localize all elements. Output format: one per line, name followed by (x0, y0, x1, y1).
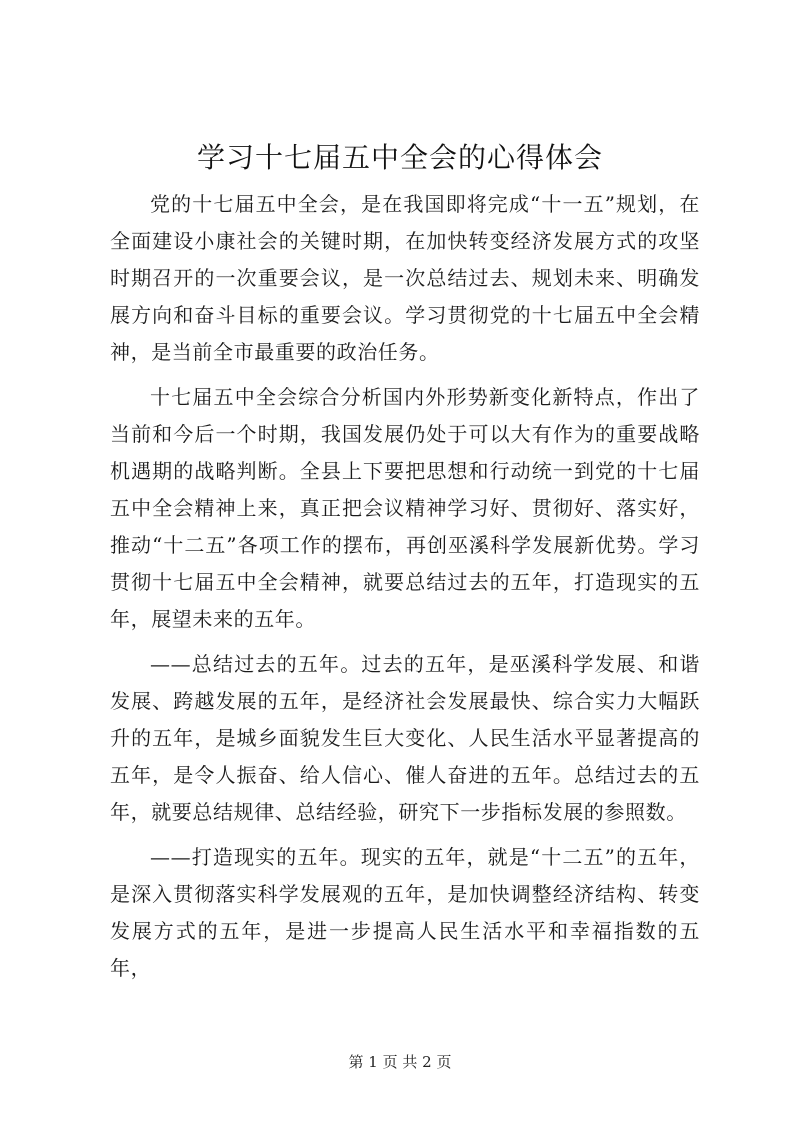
document-body (110, 186, 700, 987)
paragraph-3: ——总结过去的五年。过去的五年，是巫溪科学发展、和谐发展、跨越发展的五年，是经济社会发展最快、综合实力大幅跃升的五年，是城乡面貌发生巨大变化、人民生活水平显著提高的五年，是令人振奋、给人信心、催人奋进的五年。总结过去的五年，就要总结规律、总结经验，研究下一步指标发展的参照数。 (110, 652, 700, 824)
paragraph-2: 十七届五中全会综合分析国内外形势新变化新特点，作出了当前和今后一个时期，我国发展仍处于可以大有作为的重要战略机遇期的战略判断。全县上下要把思想和行动统一到党的十七届五中全会精神上来，真正把会议精神学习好、贯彻好、落实好，推动“十二五”各项工作的摆布，再创巫溪科学发展新优势。学习贯彻十七届五中全会精神，就要总结过去的五年，打造现实的五年，展望未来的五年。 (110, 385, 700, 631)
paragraph-1: 党的十七届五中全会，是在我国即将完成“十一五”规划，在全面建设小康社会的关键时期，在加快转变经济发展方式的攻坚时期召开的一次重要会议，是一次总结过去、规划未来、明确发展方向和奋斗目标的重要会议。学习贯彻党的十七届五中全会精神，是当前全市最重要的政治任务。 (110, 192, 700, 364)
document-title: 学习十七届五中全会的心得体会 (196, 141, 603, 174)
paragraph-4: ——打造现实的五年。现实的五年，就是“十二五”的五年，是深入贯彻落实科学发展观的五年，是加快调整经济结构、转变发展方式的五年，是进一步提高人民生活水平和幸福指数的五年， (110, 845, 700, 980)
page-number-footer: 第 1 页 共 2 页 (348, 1053, 452, 1071)
